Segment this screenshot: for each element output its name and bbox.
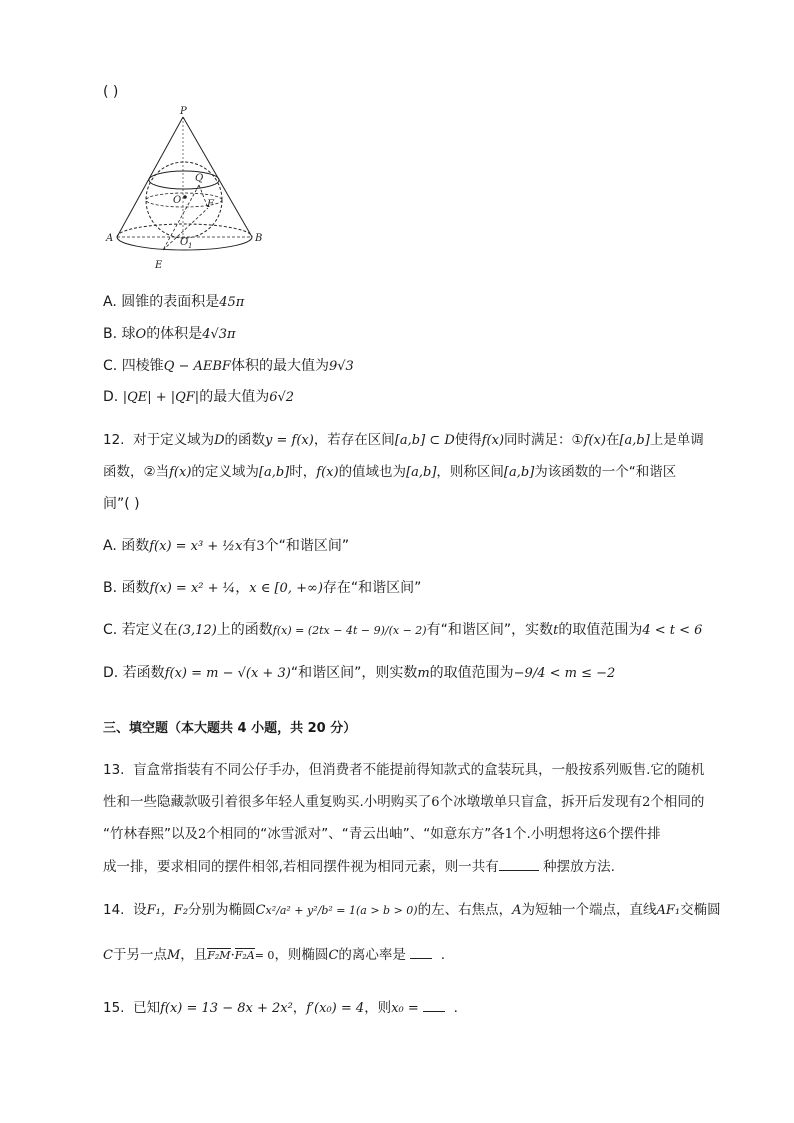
label-a: A — [106, 233, 114, 244]
section-title: 三、填空题（本大题共 4 小题，共 20 分） — [103, 721, 357, 736]
option-label: A. — [103, 538, 117, 554]
q12-line1: 12. 对于定义域为D的函数y = f(x)，若存在区间[a,b] ⊂ D使得f(x)同时满足：①f(x)在[a,b]上是单调 — [103, 432, 704, 448]
base-ellipse-back — [117, 224, 252, 237]
option-label: B. — [103, 326, 118, 342]
q13-line2: 性和一些隐藏款吸引着很多年轻人重复购买.小明购买了6个冰墩墩单只盲盒，拆开后发现有2个相同的 — [103, 794, 705, 810]
option-text: 圆锥的表面积是 — [121, 294, 220, 310]
q12-line3: 间”( ) — [103, 496, 140, 512]
option-label: B. — [103, 580, 118, 596]
label-o: O — [173, 195, 182, 206]
answer-paren: ( ) — [103, 84, 119, 100]
label-o1-sub: 1 — [188, 242, 193, 250]
cone-line-pa — [117, 117, 183, 237]
q11-option-c: C. 四棱锥Q − AEBF体积的最大值为9√3 — [103, 358, 354, 374]
option-label: A. — [103, 294, 117, 310]
label-f: F — [207, 199, 214, 210]
label-e: E — [155, 260, 163, 271]
option-label: C. — [103, 622, 118, 638]
label-p: P — [180, 106, 187, 117]
cone-sphere-figure — [100, 105, 270, 275]
option-label: D. — [103, 389, 119, 405]
option-label: D. — [103, 665, 119, 681]
q13-line4: 成一排，要求相同的摆件相邻,若相同摆件视为相同元素，则一共有 种摆放方法. — [103, 856, 615, 877]
contact-circle-back — [149, 171, 219, 180]
q14-line2: C于另一点M，且F₂M·F₂A= 0，则椭圆C的离心率是 . — [103, 944, 445, 966]
q11-option-b: B. 球O的体积是4√3π — [103, 326, 236, 342]
answer-blank — [423, 997, 445, 1012]
q13-line3: “竹林春熙”以及2个相同的“冰雪派对”、“青云出岫”、“如意东方”各1个.小明想将这6个摆件排 — [103, 826, 661, 842]
q12-line2: 函数，②当f(x)的定义域为[a,b]时，f(x)的值域也为[a,b]，则称区间[a,b]为该函数的一个“和谐区 — [103, 464, 677, 480]
q15-line: 15. 已知f(x) = 13 − 8x + 2x²，f′(x₀) = 4，则x₀ = . — [103, 997, 458, 1019]
label-b: B — [255, 233, 263, 244]
q11-option-a — [103, 292, 244, 313]
q11-option-d: D. |QE| + |QF|的最大值为6√2 — [103, 389, 295, 405]
label-q: Q — [195, 173, 204, 184]
q14-line1: 14. 设F₁，F₂分别为椭圆Cx²/a² + y²/b² = 1(a > b > 0)的左、右焦点，A为短轴一个端点，直线AF₁交椭圆 — [103, 902, 721, 918]
center-dot-o — [183, 195, 187, 199]
q12-option-d: D. 若函数f(x) = m − √(x + 3)“和谐区间”，则实数m的取值范围为−9/4 < m ≤ −2 — [103, 665, 616, 681]
q12-option-c: C. 若定义在(3,12)上的函数f(x) = (2tx − 4t − 9)/(x − 2)有“和谐区间”，实数t的取值范围为4 < t < 6 — [103, 622, 703, 638]
answer-blank — [499, 856, 539, 871]
answer-blank — [410, 944, 432, 959]
q12-option-b: B. 函数f(x) = x² + ¼，x ∈ [0, +∞)存在“和谐区间” — [103, 580, 422, 596]
q13-line1: 13. 盲盒常指装有不同公仔手办，但消费者不能提前得知款式的盒装玩具，一般按系列贩售.它的随机 — [103, 762, 705, 778]
q12-option-a: A. 函数f(x) = x³ + ½x有3个“和谐区间” — [103, 538, 350, 554]
label-o1: O — [180, 237, 189, 248]
contact-circle-front — [149, 180, 219, 189]
option-math: 45π — [219, 295, 245, 310]
option-label: C. — [103, 358, 118, 374]
